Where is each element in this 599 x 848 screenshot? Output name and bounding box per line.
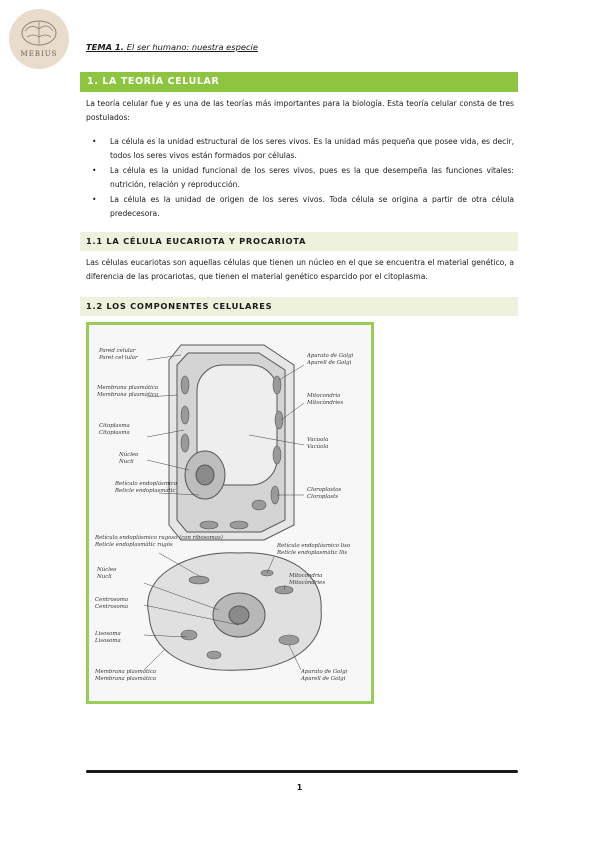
page-number: 1 <box>296 783 303 792</box>
list-item <box>86 135 514 164</box>
label-citoplasma: Citoplasma Citoplasma <box>99 423 130 436</box>
cell-drawing <box>89 325 371 701</box>
label-membrana-plasmatica: Membrana plasmática Membrana plasmàtica <box>97 385 159 398</box>
label-membrana-animal: Membrana plasmática Membrana plasmàtica <box>95 669 157 682</box>
label-golgi-animal: Aparato de Golgi Aparell de Golgi <box>301 669 348 682</box>
list-item-text: La célula es la unidad de origen de los seres vivos. Toda célula se origina a partir de otra célula predecesora. <box>110 194 514 219</box>
label-vacuola: Vacuola Vacúola <box>307 437 329 450</box>
label-mitocondria: Mitocondria Mitocòndries <box>307 393 344 406</box>
logo-text: MEBIUS <box>20 50 58 58</box>
label-lisosoma: Lisosoma Lisosoma <box>95 631 121 644</box>
subsection-heading-eucariota: 1.1 LA CÉLULA EUCARIOTA Y PROCARIOTA <box>80 232 518 251</box>
label-centrosoma: Centrosoma Centrosoma <box>95 597 129 610</box>
list-item <box>86 193 514 222</box>
eucariota-paragraph: Las células eucariotas son aquellas células que tienen un núcleo en el que se encuentra el material genético, a diferencia de las procariotas, que tienen el material genético esparcido por el citoplasma. <box>86 258 514 282</box>
postulates-list <box>86 135 514 221</box>
list-item-text: La célula es la unidad funcional de los seres vivos, pues es la que desempeña las funciones vitales: nutrición, relación y reproducción. <box>110 165 514 190</box>
bullet-icon: • <box>92 137 97 146</box>
intro-paragraph: La teoría celular fue y es una de las teorías más importantes para la biología. Esta teoría celular consta de tres postulados: <box>86 99 514 123</box>
label-reticulo-rugoso: Retículo endoplásmico rugoso (con ribosomas) Reticle endoplasmàtic rugós <box>95 535 223 548</box>
cell-diagram-figure <box>86 322 374 704</box>
label-nucleo-animal: Núcleo Nucli <box>97 567 117 580</box>
label-reticulo-endoplasmico: Retículo endoplásmico Reticle endoplasmàtic <box>115 481 177 494</box>
tema-title: El ser humano: nuestra especie <box>126 42 258 52</box>
footer-divider <box>86 770 518 773</box>
list-item <box>86 164 514 193</box>
bullet-icon: • <box>92 194 97 204</box>
list-item-text: La célula es la unidad estructural de los seres vivos. Es la unidad más pequeña que posee vida, es decir, todos los seres vivos están formados por células. <box>110 137 514 161</box>
page-header <box>86 42 258 52</box>
subsection-heading-componentes: 1.2 LOS COMPONENTES CELULARES <box>80 297 518 316</box>
label-cloroplastos: Cloroplastos Cloroplasts <box>307 487 342 500</box>
logo <box>9 9 69 69</box>
tema-number: TEMA 1. <box>86 42 124 52</box>
label-nucleo: Núcleo Nucli <box>119 452 139 465</box>
bullet-icon: • <box>92 165 97 175</box>
label-reticulo-liso: Retículo endoplásmico liso Reticle endoplasmàtic llis <box>277 543 351 556</box>
section-heading-teoria-celular: 1. LA TEORÍA CELULAR <box>80 72 518 92</box>
label-pared-celular: Pared celular Paret cel·lular <box>99 348 138 361</box>
brain-icon <box>9 9 69 69</box>
label-aparato-golgi: Aparato de Golgi Aparell de Golgi <box>307 353 354 366</box>
label-mitocondria-animal: Mitocondria Mitocòndries <box>289 573 326 586</box>
